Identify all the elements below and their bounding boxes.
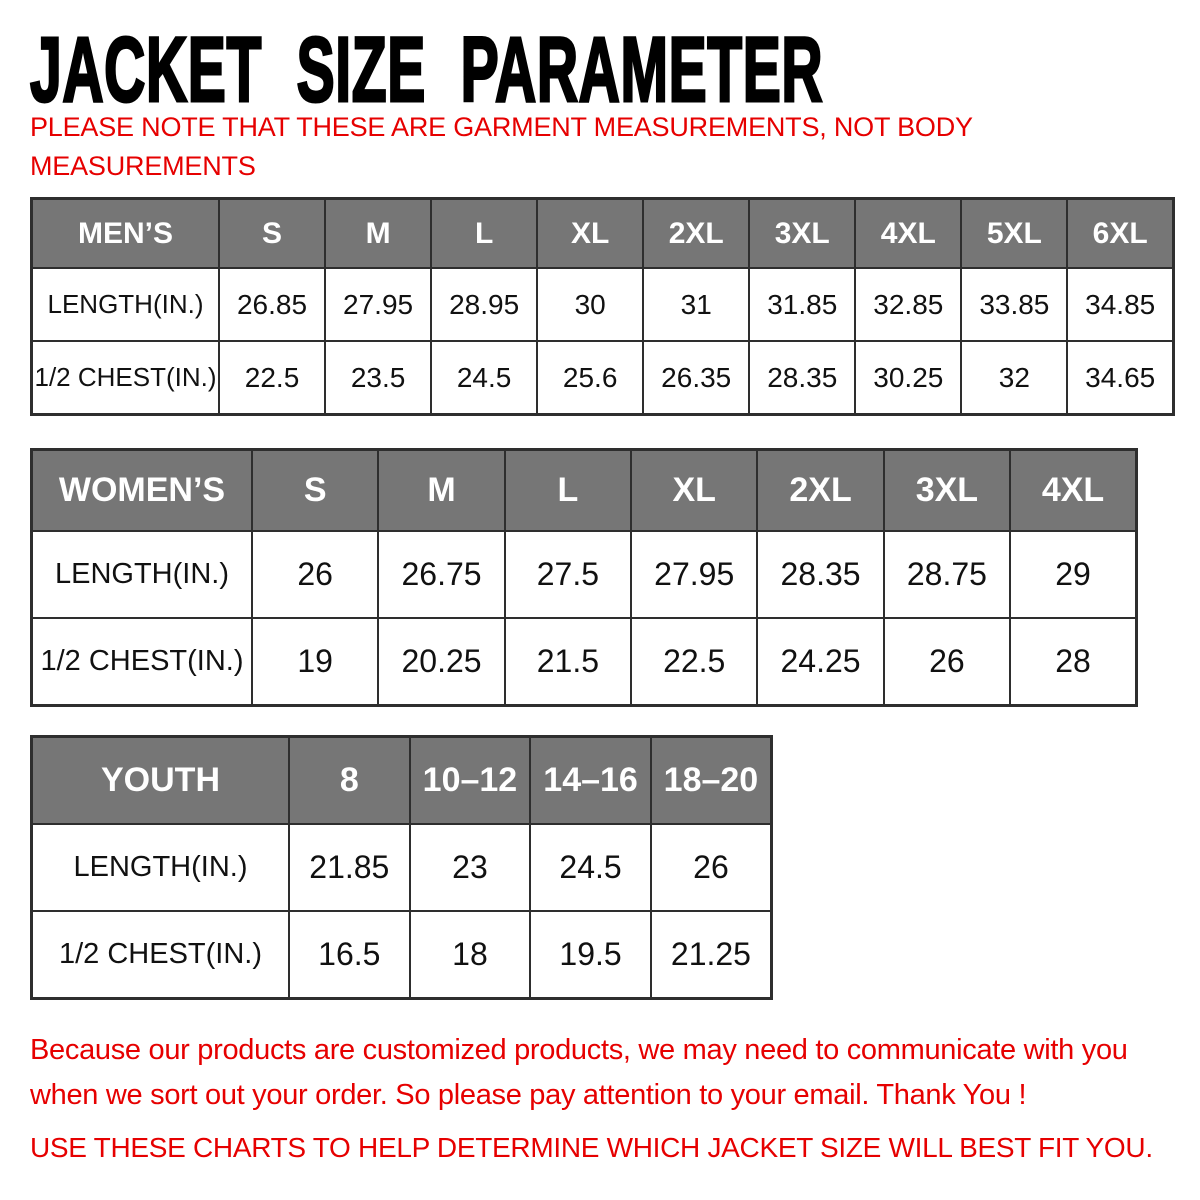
measurement-value-cell: 22.5 [631,618,757,706]
mens-size-table [30,197,1175,416]
measurement-value-cell: 30.25 [855,341,961,415]
header-row [32,199,1174,269]
size-header-cell: S [252,450,378,532]
notice-line-2: when we sort out your order. So please pay attention to your email. Thank You ! [30,1078,1027,1111]
measurement-value-cell: 26.35 [643,341,749,415]
measurement-value-cell: 32 [961,341,1067,415]
size-header-cell: L [431,199,537,269]
measurement-value-cell: 33.85 [961,268,1067,341]
measurement-value-cell: 16.5 [289,911,410,999]
measurement-value-cell: 23 [410,824,531,911]
fit-advice-line: USE THESE CHARTS TO HELP DETERMINE WHICH JACKET SIZE WILL BEST FIT YOU. [30,1132,1153,1163]
measurement-value-cell: 22.5 [219,341,325,415]
size-header-cell: L [505,450,631,532]
size-header-cell: 4XL [1010,450,1136,532]
measurement-value-cell: 29 [1010,531,1136,618]
measurement-value-cell: 34.65 [1067,341,1173,415]
measurement-value-cell: 26 [252,531,378,618]
size-header-cell: 14–16 [530,737,651,825]
garment-measurement-note [30,108,973,186]
measurement-value-cell: 28.95 [431,268,537,341]
measurement-value-cell: 26 [651,824,772,911]
measurement-value-cell: 31.85 [749,268,855,341]
table-row [32,618,1137,706]
size-header-cell: XL [537,199,643,269]
size-header-cell: M [378,450,504,532]
measurement-value-cell: 28.35 [749,341,855,415]
measurement-value-cell: 26.85 [219,268,325,341]
measurement-value-cell: 27.95 [631,531,757,618]
size-header-cell: XL [631,450,757,532]
measurement-value-cell: 19 [252,618,378,706]
measurement-value-cell: 26.75 [378,531,504,618]
measurement-value-cell: 28 [1010,618,1136,706]
measurement-value-cell: 31 [643,268,749,341]
measurement-value-cell: 21.5 [505,618,631,706]
measurement-label-cell: 1/2 CHEST(IN.) [32,341,220,415]
youth-size-table [30,735,773,1000]
measurement-label-cell: LENGTH(IN.) [32,824,290,911]
table-row [32,268,1174,341]
header-row [32,450,1137,532]
measurement-value-cell: 26 [884,618,1010,706]
size-header-cell: 4XL [855,199,961,269]
size-header-cell: 2XL [643,199,749,269]
measurement-value-cell: 28.35 [757,531,883,618]
size-header-cell: 6XL [1067,199,1173,269]
size-header-cell: 18–20 [651,737,772,825]
measurement-value-cell: 32.85 [855,268,961,341]
measurement-label-cell: LENGTH(IN.) [32,531,253,618]
measurement-value-cell: 24.25 [757,618,883,706]
category-header-cell: MEN’S [32,199,220,269]
table-row [32,531,1137,618]
size-header-cell: 3XL [884,450,1010,532]
measurement-value-cell: 27.5 [505,531,631,618]
header-row [32,737,772,825]
measurement-value-cell: 27.95 [325,268,431,341]
measurement-value-cell: 19.5 [530,911,651,999]
measurement-value-cell: 24.5 [431,341,537,415]
notice-line-1: Because our products are customized products, we may need to communicate with you [30,1034,1128,1066]
customization-notice [30,1028,1195,1118]
measurement-value-cell: 23.5 [325,341,431,415]
measurement-value-cell: 21.25 [651,911,772,999]
note-line-1: PLEASE NOTE THAT THESE ARE GARMENT MEASUREMENTS, NOT BODY [30,112,973,142]
size-header-cell: 2XL [757,450,883,532]
table-row [32,911,772,999]
size-header-cell: M [325,199,431,269]
size-header-cell: 8 [289,737,410,825]
measurement-label-cell: 1/2 CHEST(IN.) [32,911,290,999]
measurement-value-cell: 30 [537,268,643,341]
measurement-value-cell: 25.6 [537,341,643,415]
size-header-cell: 3XL [749,199,855,269]
measurement-value-cell: 34.85 [1067,268,1173,341]
size-header-cell: S [219,199,325,269]
table-row [32,341,1174,415]
measurement-value-cell: 20.25 [378,618,504,706]
page-title: JACKET SIZE PARAMETER [30,19,824,121]
measurement-label-cell: LENGTH(IN.) [32,268,220,341]
table-row [32,824,772,911]
measurement-value-cell: 21.85 [289,824,410,911]
womens-size-table [30,448,1138,707]
note-line-2: MEASUREMENTS [30,151,256,182]
measurement-value-cell: 28.75 [884,531,1010,618]
category-header-cell: WOMEN’S [32,450,253,532]
size-header-cell: 5XL [961,199,1067,269]
measurement-value-cell: 24.5 [530,824,651,911]
size-header-cell: 10–12 [410,737,531,825]
category-header-cell: YOUTH [32,737,290,825]
measurement-value-cell: 18 [410,911,531,999]
measurement-label-cell: 1/2 CHEST(IN.) [32,618,253,706]
